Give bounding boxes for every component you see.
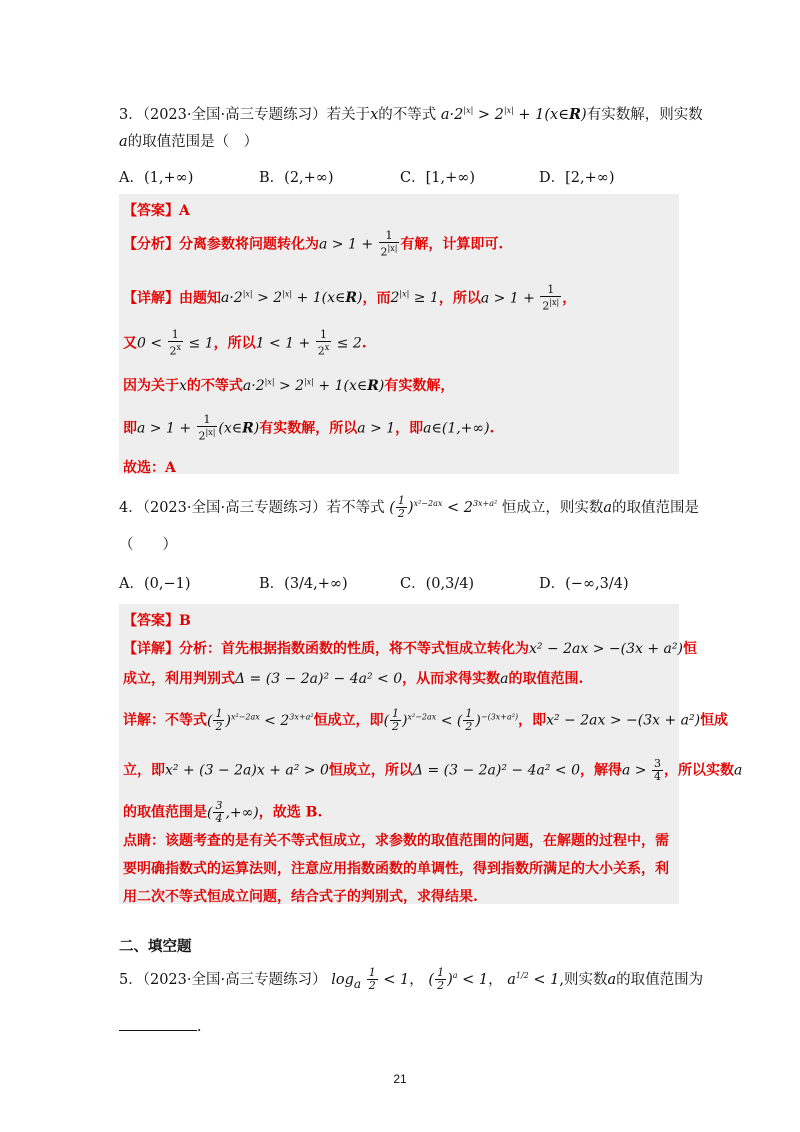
q3-analysis: 【分析】分离参数将问题转化为a > 1 + $\frac{1}{2^{|x|}}$ 有解，计算即可. — [123, 229, 504, 259]
q4-text: 恒成立，则实数 — [501, 499, 604, 516]
q4-answer: 【答案】B — [123, 613, 191, 629]
q5-condition-3: $a^{1/2} < 1$ — [507, 971, 560, 988]
q3-text: 的不等式 — [378, 106, 437, 123]
q4-remark-line-1: 点睛：该题考查的是有关不等式恒成立，求参数的取值范围的问题，在解题的过程中，需 — [123, 833, 669, 849]
question-3: 3．（2023·全国·高三专题练习）若关于x的不等式 $a\cdot 2^{|x|} > 2^{|x|}$ + 1(x∈R)有实数解，则实数 a的取值范围是（ ） — [119, 105, 703, 150]
q4-remark-line-2: 要明确指数式的运算法则，注意应用指数函数的单调性，得到指数所满足的大小关系，利 — [123, 861, 669, 877]
q3-answer: 【答案】A — [123, 203, 190, 219]
question-4: 4．（2023·全国·高三专题练习）若不等式 ( $\frac{1}{2}$ )$^{x^2-2ax} < 2^{3x+a^2}$ 恒成立，则实数a的取值范围是 （ ） — [119, 490, 679, 559]
q3-number: 3． — [119, 106, 143, 123]
q3-detail-line-1: 【详解】由题知$a\cdot 2^{|x|} > 2^{|x|}$ + 1(x∈R)，而$2^{|x|} \ge 1$，所以a > 1 + $\frac{1}{2^{|x|}}$ ， — [123, 283, 577, 313]
page-number: 21 — [393, 1072, 407, 1086]
q3-detail-line-3: 因为关于x的不等式$a\cdot 2^{|x|} > 2^{|x|}$ + 1(x∈R)有实数解， — [123, 377, 455, 394]
q3-option-d[interactable]: D．[2,+∞) — [539, 170, 615, 186]
q4-number: 4． — [119, 499, 143, 516]
q4-option-b[interactable]: B．(3/4,+∞) — [259, 576, 348, 592]
q4-detail-line-3: 详解：不等式( $\frac{1}{2}$ )$^{x^2-2ax} < 2^{3x+a^2}$恒成立，即( $\frac{1}{2}$ )$^{x^2-2ax}$ < ( $\frac{1}{2}$ )$^{-(3x+a^2)}$，即x² − 2ax > −(3x + a²)恒成 — [123, 707, 729, 733]
q4-option-a[interactable]: A．(0,−1) — [119, 576, 191, 592]
q3-text: 若关于 — [326, 106, 371, 123]
q4-detail-line-1: 【详解】分析：首先根据指数函数的性质，将不等式恒成立转化为x² − 2ax > −(3x + a²)恒 — [123, 641, 697, 657]
q5-condition-1: $\log_a$ $\frac{1}{2}$ < 1 — [331, 966, 410, 993]
q4-text: 若不等式 — [326, 499, 385, 516]
q3-detail-line-4: 即a > 1 + $\frac{1}{2^{|x|}}$ (x∈R)有实数解，所以a > 1，即a∈(1,+∞). — [123, 413, 495, 443]
q4-text: 的取值范围是 — [612, 499, 699, 516]
q5-answer-blank[interactable] — [119, 1030, 197, 1031]
question-5: 5．（2023·全国·高三专题练习） $\log_a$ $\frac{1}{2}$ < 1， ( $\frac{1}{2}$ )$^a$ < 1， $a^{1/2} < 1$,则实数a的取值范围为 . — [119, 966, 704, 1035]
q3-text: 的取值范围是（ ） — [127, 133, 259, 150]
q4-option-c[interactable]: C．(0,3/4) — [400, 576, 475, 592]
q4-paren: （ ） — [119, 536, 177, 553]
q3-option-a[interactable]: A．(1,+∞) — [119, 170, 194, 186]
q4-detail-line-5: 的取值范围是( $\frac{3}{4}$ ,+∞)，故选 B. — [123, 799, 323, 825]
q5-condition-2: ( $\frac{1}{2}$ )$^a$ < 1 — [428, 966, 489, 993]
q3-option-b[interactable]: B．(2,+∞) — [259, 170, 334, 186]
section-heading: 二、填空题 — [119, 939, 192, 955]
q4-answer-box — [119, 604, 743, 905]
q4-source: （2023·全国·高三专题练习） — [142, 499, 327, 516]
q4-detail-line-4: 立，即x² + (3 − 2a)x + a² > 0恒成立，所以Δ = (3 − 2a)² − 4a² < 0，解得a > $\frac{3}{4}$ ，所以实数a — [123, 757, 743, 783]
q3-inequality: $a\cdot 2^{|x|} > 2^{|x|}$ + 1(x∈R) — [440, 105, 587, 123]
q4-detail-line-2: 成立，利用判别式Δ = (3 − 2a)² − 4a² < 0，从而求得实数a的取值范围. — [123, 671, 584, 687]
q3-text: 有实数解，则实数 — [586, 106, 703, 123]
q3-source: （2023·全国·高三专题练习） — [142, 106, 327, 123]
q5-source: （2023·全国·高三专题练习） — [142, 971, 327, 988]
q4-remark-line-3: 用二次不等式恒成立问题，结合式子的判别式，求得结果. — [123, 889, 478, 905]
q3-detail-line-2: 又0 < $\frac{1}{2^x}$ ≤ 1，所以1 < 1 + $\frac{1}{2^x}$ ≤ 2. — [123, 328, 367, 358]
q3-choose: 故选：A — [123, 460, 176, 476]
q5-number: 5． — [119, 971, 143, 988]
q4-option-d[interactable]: D．(−∞,3/4) — [539, 576, 629, 592]
q4-inequality: ( $\frac{1}{2}$ )$^{x^2-2ax} < 2^{3x+a^2}$ — [389, 494, 498, 521]
q3-answer-box — [119, 194, 679, 474]
q3-option-c[interactable]: C．[1,+∞) — [400, 170, 475, 186]
